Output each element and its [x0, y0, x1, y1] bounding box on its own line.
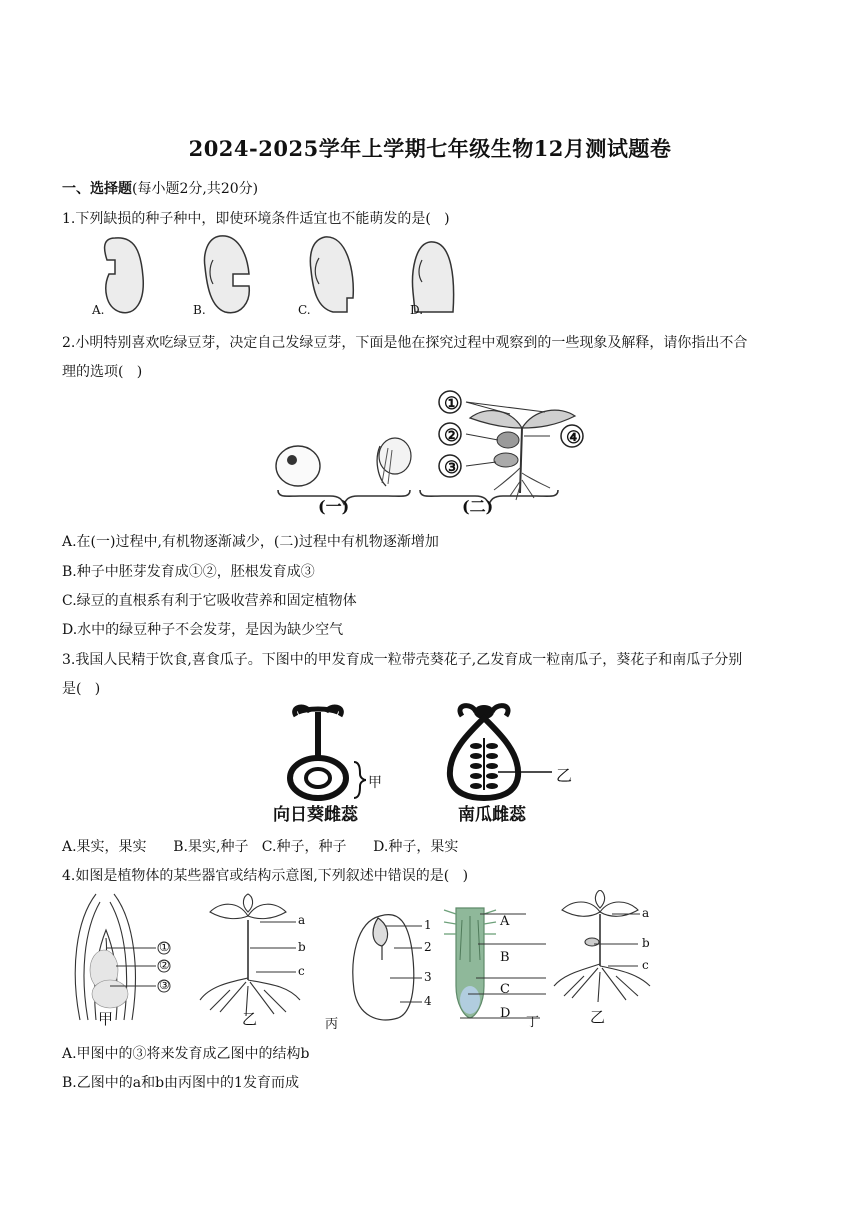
q1-stem: 1.下列缺损的种子种中，即使环境条件适宜也不能萌发的是( ): [62, 211, 450, 227]
q3-stem-line2: 是( ): [62, 681, 101, 697]
page-title: 2024-2025学年上学期七年级生物12月测试题卷: [188, 136, 672, 161]
q3-label-jia: 甲: [368, 775, 382, 791]
q4-yi2-label-a: a: [642, 906, 650, 920]
q2-option-b: B.种子中胚芽发育成①②，胚根发育成③: [62, 564, 315, 580]
q3-caption-pumpkin: 南瓜雌蕊: [458, 805, 526, 825]
q2-option-d: D.水中的绿豆种子不会发芽，是因为缺少空气: [62, 622, 344, 638]
q4-yi-caption: 乙: [242, 1010, 258, 1028]
q2-label-2: ②: [444, 426, 460, 446]
seed-c-icon: [310, 237, 353, 312]
q3-label-yi: 乙: [556, 766, 573, 785]
root-tip-icon: [444, 908, 496, 1018]
section-note: (每小题2分,共20分): [132, 181, 259, 197]
q2-label-3: ③: [444, 458, 460, 478]
q2-stem-line2: 理的选项( ): [62, 364, 143, 380]
q4-bing-label-4: 4: [424, 994, 432, 1008]
seed-d-icon: [413, 242, 454, 312]
q3-caption-sunflower: 向日葵雌蕊: [273, 805, 358, 825]
q1-option-c-label: C.: [298, 303, 311, 317]
seedling-icon: [200, 894, 300, 1016]
q4-option-a: A.甲图中的③将来发育成乙图中的结构b: [62, 1046, 310, 1062]
bean-seed-icon: [353, 915, 414, 1020]
q4-ding-label-c: C: [500, 982, 510, 997]
q4-ding-label-d: D: [500, 1006, 511, 1021]
q4-yi-label-a: a: [298, 913, 306, 927]
q4-yi2-caption: 乙: [590, 1008, 606, 1026]
q4-option-b: B.乙图中的a和b由丙图中的1发育而成: [62, 1075, 299, 1091]
q4-jia-label-2: ②: [159, 958, 170, 972]
q4-jia-caption: 甲: [98, 1010, 114, 1028]
seed-a-icon: [105, 238, 144, 313]
q4-yi2-label-c: c: [642, 958, 649, 972]
q4-stem: 4.如图是植物体的某些器官或结构示意图,下列叙述中错误的是( ): [62, 868, 469, 884]
section-label: 一、选择题: [62, 181, 132, 197]
section-heading: [62, 178, 258, 198]
q4-bing-label-1: 1: [424, 918, 432, 932]
q2-option-a: A.在(一)过程中,有机物逐渐减少，(二)过程中有机物逐渐增加: [62, 534, 439, 550]
seed-b-icon: [205, 236, 250, 313]
q2-label-4: ④: [566, 428, 582, 448]
seedling-2-icon: [554, 890, 650, 1002]
q2-label-1: ①: [444, 394, 460, 414]
q1-option-b-label: B.: [193, 303, 206, 317]
q4-bing-label-2: 2: [424, 940, 432, 954]
q1-option-a-label: A.: [92, 303, 105, 317]
q2-stem-line1: 2.小明特别喜欢吃绿豆芽，决定自己发绿豆芽，下面是他在探究过程中观察到的一些现象及解释，请你指出不合: [62, 335, 748, 351]
q4-yi-label-c: c: [298, 964, 305, 978]
q2-stage-2: (二): [462, 497, 494, 516]
q4-bing-caption: 丙: [325, 1017, 339, 1032]
q4-bing-label-3: 3: [424, 970, 432, 984]
q4-jia-label-3: ③: [159, 978, 170, 992]
q4-ding-caption: 丁: [526, 1015, 540, 1030]
q4-organ-figure: [60, 890, 680, 1030]
q1-option-d-label: D.: [410, 303, 424, 317]
q4-jia-label-1: ①: [159, 940, 170, 954]
q2-option-c: C.绿豆的直根系有利于它吸收营养和固定植物体: [62, 593, 357, 609]
q3-options: A.果实，果实 B.果实,种子 C.种子，种子 D.种子，果实: [62, 839, 459, 855]
q4-yi-label-b: b: [298, 940, 306, 954]
q4-ding-label-a: A: [500, 914, 510, 929]
q2-stage-1: (一): [318, 497, 350, 516]
q4-ding-label-b: B: [500, 950, 510, 965]
q1-seed-figure: [85, 232, 465, 320]
q3-stem-line1: 3.我国人民精于饮食,喜食瓜子。下图中的甲发育成一粒带壳葵花子,乙发育成一粒南瓜子，葵花子和南瓜子分别: [62, 652, 743, 668]
q4-yi2-label-b: b: [642, 936, 650, 950]
q3-pistil-figure: [280, 702, 600, 802]
